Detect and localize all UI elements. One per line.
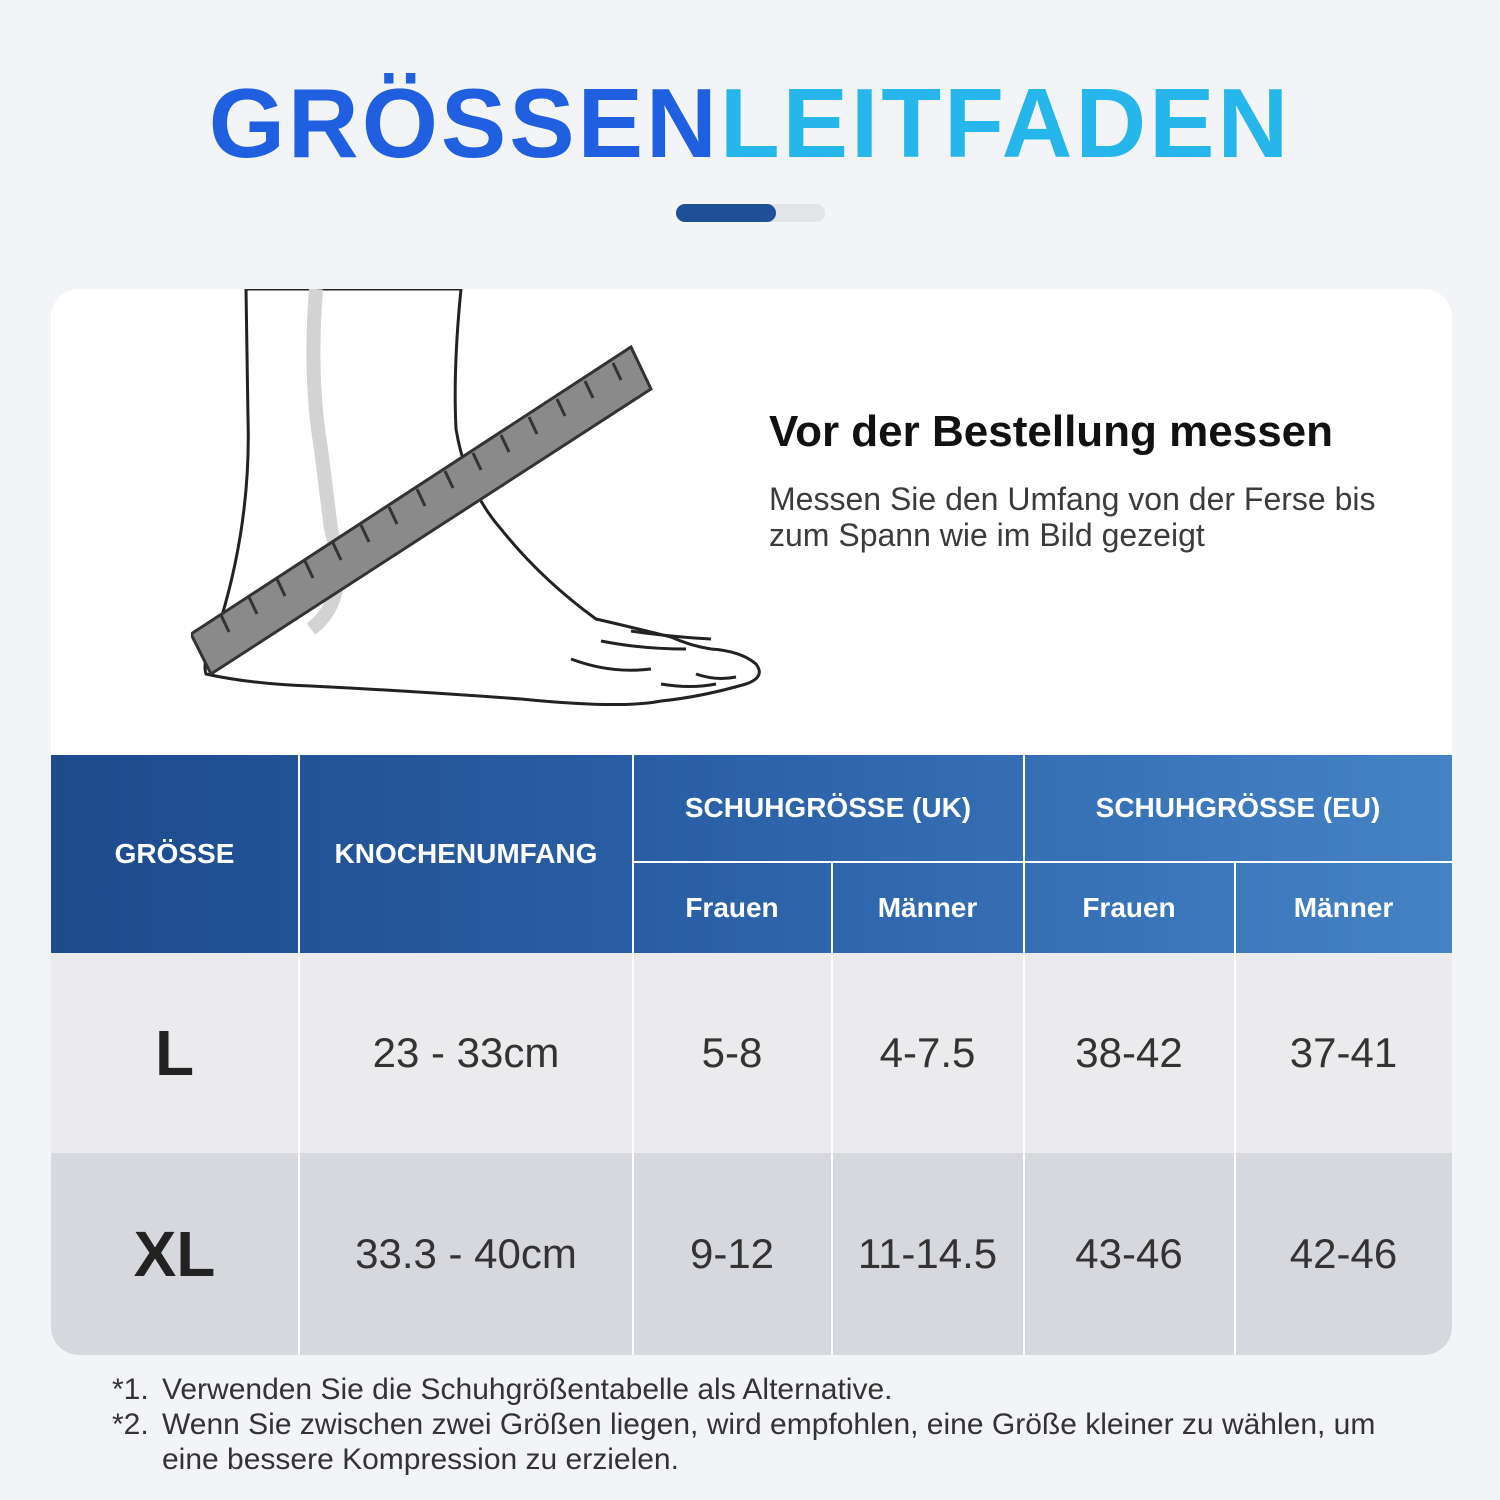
size-guide-card bbox=[51, 289, 1452, 1355]
column-divider bbox=[298, 755, 300, 1355]
foot-measure-illustration bbox=[191, 289, 781, 729]
column-divider bbox=[1234, 863, 1236, 1355]
header-uk-men: Männer bbox=[877, 892, 978, 923]
footnote-number: *1. bbox=[112, 1373, 149, 1406]
footnote-text: Verwenden Sie die Schuhgrößentabelle als Alternative. bbox=[162, 1373, 893, 1406]
table-row bbox=[51, 1153, 1452, 1355]
page-title-part-1: GRÖSSEN bbox=[208, 68, 720, 178]
cell-uk-women: 9-12 bbox=[689, 1230, 775, 1277]
header-eu: SCHUHGRÖSSE (EU) bbox=[1095, 792, 1381, 823]
footnote-number: *2. bbox=[112, 1408, 149, 1441]
cell-size: L bbox=[154, 1017, 195, 1089]
header-uk-women: Frauen bbox=[685, 892, 779, 923]
header-size: GRÖSSE bbox=[114, 838, 235, 869]
page-title-part-2: LEITFADEN bbox=[719, 68, 1292, 178]
footnotes bbox=[112, 1372, 1392, 1477]
footnote bbox=[112, 1407, 1392, 1477]
cell-bone: 23 - 33cm bbox=[372, 1029, 560, 1076]
cell-eu-men: 37-41 bbox=[1289, 1029, 1398, 1076]
footnote bbox=[112, 1372, 1392, 1407]
header-eu-men: Männer bbox=[1293, 892, 1394, 923]
cell-eu-women: 38-42 bbox=[1075, 1029, 1183, 1076]
cell-uk-men: 11-14.5 bbox=[857, 1230, 998, 1277]
title-divider bbox=[676, 204, 825, 222]
column-divider bbox=[632, 755, 634, 1355]
cell-size: XL bbox=[133, 1218, 216, 1290]
table-header bbox=[51, 755, 1452, 953]
cell-uk-men: 4-7.5 bbox=[879, 1029, 976, 1076]
table-row bbox=[51, 953, 1452, 1153]
column-divider bbox=[831, 863, 833, 1355]
cell-eu-women: 43-46 bbox=[1075, 1230, 1183, 1277]
cell-uk-women: 5-8 bbox=[701, 1029, 763, 1076]
footnote-text: Wenn Sie zwischen zwei Größen liegen, wird empfohlen, eine Größe kleiner zu wählen, um eine bessere Kompression zu erzielen. bbox=[162, 1408, 1376, 1476]
cell-bone: 33.3 - 40cm bbox=[355, 1230, 577, 1277]
header-bone: KNOCHENUMFANG bbox=[334, 838, 598, 869]
cell-eu-men: 42-46 bbox=[1289, 1230, 1398, 1277]
header-uk: SCHUHGRÖSSE (UK) bbox=[684, 792, 972, 823]
column-divider bbox=[1023, 755, 1025, 1355]
page-title bbox=[0, 68, 1500, 178]
header-eu-women: Frauen bbox=[1082, 892, 1176, 923]
measure-text: Messen Sie den Umfang von der Ferse bis zum Spann wie im Bild gezeigt bbox=[769, 481, 1376, 553]
measure-title: Vor der Bestellung messen bbox=[769, 407, 1334, 456]
size-table bbox=[51, 755, 1452, 1355]
header-divider bbox=[633, 861, 1452, 863]
title-divider-fill bbox=[676, 204, 776, 222]
